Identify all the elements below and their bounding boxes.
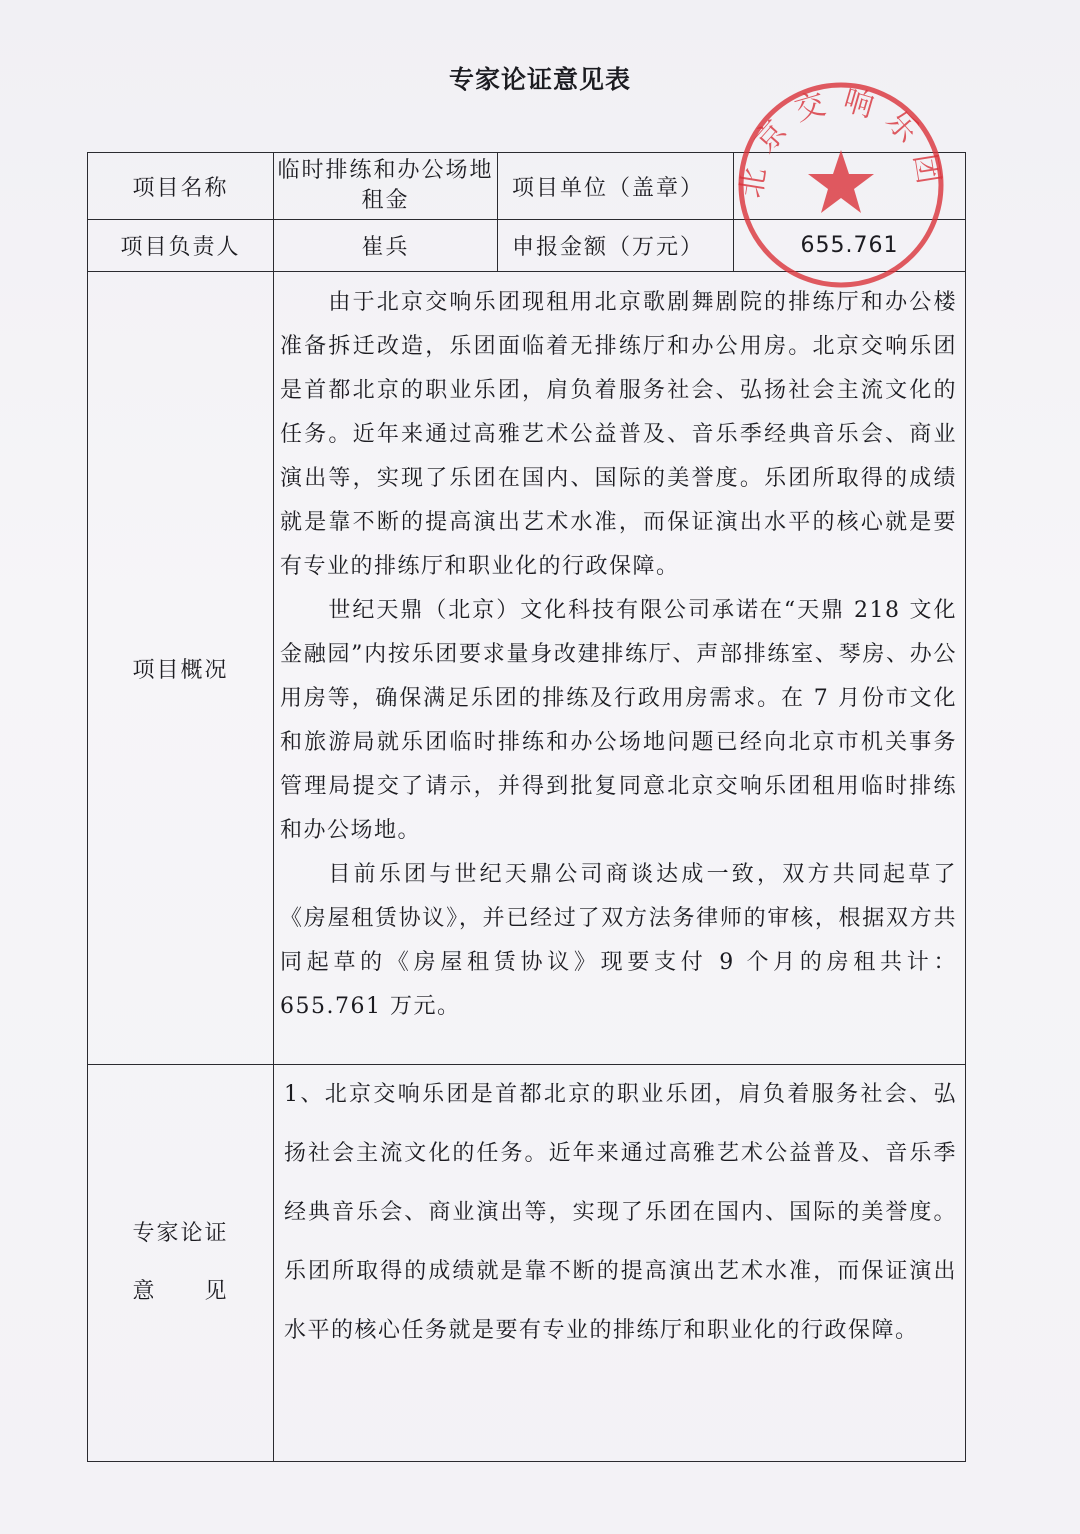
project-leader-value: 崔兵 [274, 220, 498, 272]
overview-paragraph: 世纪天鼎（北京）文化科技有限公司承诺在“天鼎 218 文化金融园”内按乐团要求量身改建排练厅、声部排练室、琴房、办公用房等，确保满足乐团的排练及行政用房需求。在 7 月份市文化和旅游局就乐团临时排练和办公场地问题已经向北京市机关事务管理局提交了请示，并得到批复同意北京交响乐团租用临时排练和办公场地。 [280, 598, 957, 843]
project-overview-label: 项目概况 [88, 272, 274, 1065]
document-title: 专家论证意见表 [448, 65, 631, 94]
expert-opinion-text [274, 1065, 966, 1462]
expert-opinion-label [88, 1065, 274, 1462]
row-project-overview [88, 272, 966, 1065]
opinion-paragraph: 1、北京交响乐团是首都北京的职业乐团，肩负着服务社会、弘扬社会主流文化的任务。近年来通过高雅艺术公益普及、音乐季经典音乐会、商业演出等，实现了乐团在国内、国际的美誉度。乐团所取得的成绩就是靠不断的提高演出艺术水准，而保证演出水平的核心任务就是要有专业的排练厅和职业化的行政保障。 [284, 1082, 957, 1343]
amount-value: 655.761 [734, 220, 966, 272]
project-unit-label: 项目单位（盖章） [498, 153, 734, 220]
project-name-value: 临时排练和办公场地租金 [274, 153, 498, 220]
project-leader-label: 项目负责人 [88, 220, 274, 272]
expert-opinion-label-line2: 意 见 [132, 1279, 229, 1304]
row-project-name [88, 153, 966, 220]
expert-opinion-label-line1: 专家论证 [132, 1221, 229, 1246]
amount-label: 申报金额（万元） [498, 220, 734, 272]
project-unit-stamp-cell [734, 153, 966, 220]
row-expert-opinion [88, 1065, 966, 1462]
expert-opinion-form [87, 152, 966, 1462]
row-project-leader [88, 220, 966, 272]
project-overview-text [274, 272, 966, 1065]
overview-paragraph: 目前乐团与世纪天鼎公司商谈达成一致，双方共同起草了《房屋租赁协议》，并已经过了双方法务律师的审核，根据双方共同起草的《房屋租赁协议》现要支付 9 个月的房租共计：655.761 万元。 [280, 862, 957, 1019]
seal-text: 北京交响乐团 [733, 82, 949, 201]
overview-paragraph: 由于北京交响乐团现租用北京歌剧舞剧院的排练厅和办公楼准备拆迁改造，乐团面临着无排练厅和办公用房。北京交响乐团是首都北京的职业乐团，肩负着服务社会、弘扬社会主流文化的任务。近年来通过高雅艺术公益普及、音乐季经典音乐会、商业演出等，实现了乐团在国内、国际的美誉度。乐团所取得的成绩就是靠不断的提高演出艺术水准，而保证演出水平的核心就是要有专业的排练厅和职业化的行政保障。 [280, 290, 957, 579]
project-name-label: 项目名称 [88, 153, 274, 220]
